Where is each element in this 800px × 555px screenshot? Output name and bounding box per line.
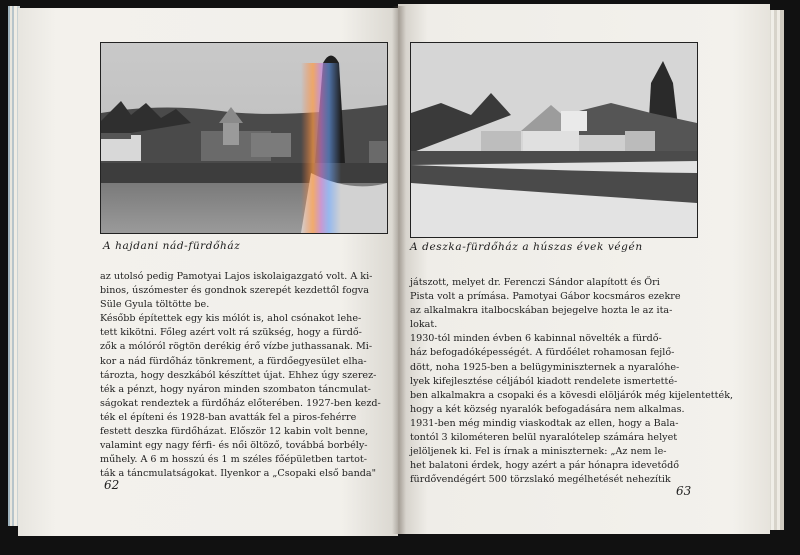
text-line: ház befogadóképességét. A fürdőélet rohamosan fejlő- [410, 347, 675, 359]
text-line: tontól 3 kilométeren belül nyaralótelep számára helyet [410, 432, 678, 444]
book-gutter [392, 6, 406, 534]
reed-bathhouse-photo [100, 42, 388, 234]
text-line: lokat. [410, 319, 438, 331]
text-line: valamint egy nagy férfi- és női öltöző, továbbá borbély- [100, 440, 368, 452]
right-photo-caption: A deszka-fürdőház a húszas évek végén [410, 241, 643, 253]
left-body-text [100, 270, 388, 481]
text-line: festett deszka fürdőházat. Először 12 kabin volt benne, [100, 426, 369, 438]
text-line: tározta, hogy deszkából készíttet újat. Ehhez úgy szerez- [100, 369, 377, 381]
text-line: az alkalmakra italbocskában bejegelve hozta le az ita- [410, 305, 673, 317]
text-line: tett kikötni. Főleg azért volt rá szükség, hogy a fürdő- [100, 327, 362, 339]
text-line: dött, noha 1925-ben a belügyminiszternek a nyaralóhe- [410, 361, 680, 373]
text-line: ték el építeni és 1928-ban avatták fel a piros-fehérre [100, 411, 357, 423]
text-line: játszott, melyet dr. Ferenczi Sándor alapított és Őri [410, 277, 660, 288]
text-line: ságokat rendeztek a fürdőház előterében. 1927-ben kezd- [100, 397, 381, 409]
text-line: binos, úszómester és gondnok szerepét kezdettől fogva [100, 285, 369, 297]
text-line: lyek kifejlesztése céljából kiadott rendelete ismertetté- [410, 375, 678, 387]
text-line: Később építettek egy kis mólót is, ahol csónakot lehe- [100, 313, 362, 325]
text-line: hogy a két község nyaralók befogadására nem alkalmas. [410, 403, 685, 415]
text-line: zők a mólóról rögtön derékig érő vízbe juthassanak. Mi- [100, 341, 373, 353]
text-line: jelöljenek ki. Fel is írnak a miniszternek: „Az nem le- [410, 446, 667, 458]
page-edges-right [768, 10, 784, 530]
left-page-number: 62 [104, 478, 120, 492]
left-photo-caption: A hajdani nád-fürdőház [103, 240, 241, 252]
text-line: ben alkalmakra a csopaki és a kövesdi elöljárók még kijelentették, [410, 389, 734, 401]
right-page-number: 63 [676, 484, 692, 498]
text-line: kor a nád fürdőház tönkrement, a fürdőegyesület elha- [100, 355, 367, 367]
text-line: 1931-ben még mindig viaskodtak az ellen, hogy a Bala- [410, 417, 679, 429]
text-line: Pista volt a prímása. Pamotyai Gábor kocsmáros ezekre [410, 291, 681, 303]
text-line: ték a pénzt, hogy nyáron minden szombaton táncmulat- [100, 383, 371, 395]
text-line: fürdővendégért 500 törzslakó megélhetését nehezítik [410, 474, 671, 486]
text-line: ták a táncmulatságokat. Ilyenkor a „Csopaki első banda" [100, 468, 377, 480]
text-line: az utolsó pedig Pamotyai Lajos iskolaigazgató volt. A ki- [100, 271, 373, 282]
text-line: Süle Gyula töltötte be. [100, 299, 210, 311]
text-line: het balatoni érdek, hogy azért a pár hónapra idevetődő [410, 460, 679, 472]
right-body-text [410, 276, 734, 487]
wooden-bathhouse-photo [410, 42, 698, 238]
text-line: műhely. A 6 m hosszú és 1 m széles főépületben tartot- [100, 454, 367, 466]
text-line: 1930-tól minden évben 6 kabinnal növelték a fürdő- [410, 333, 662, 345]
